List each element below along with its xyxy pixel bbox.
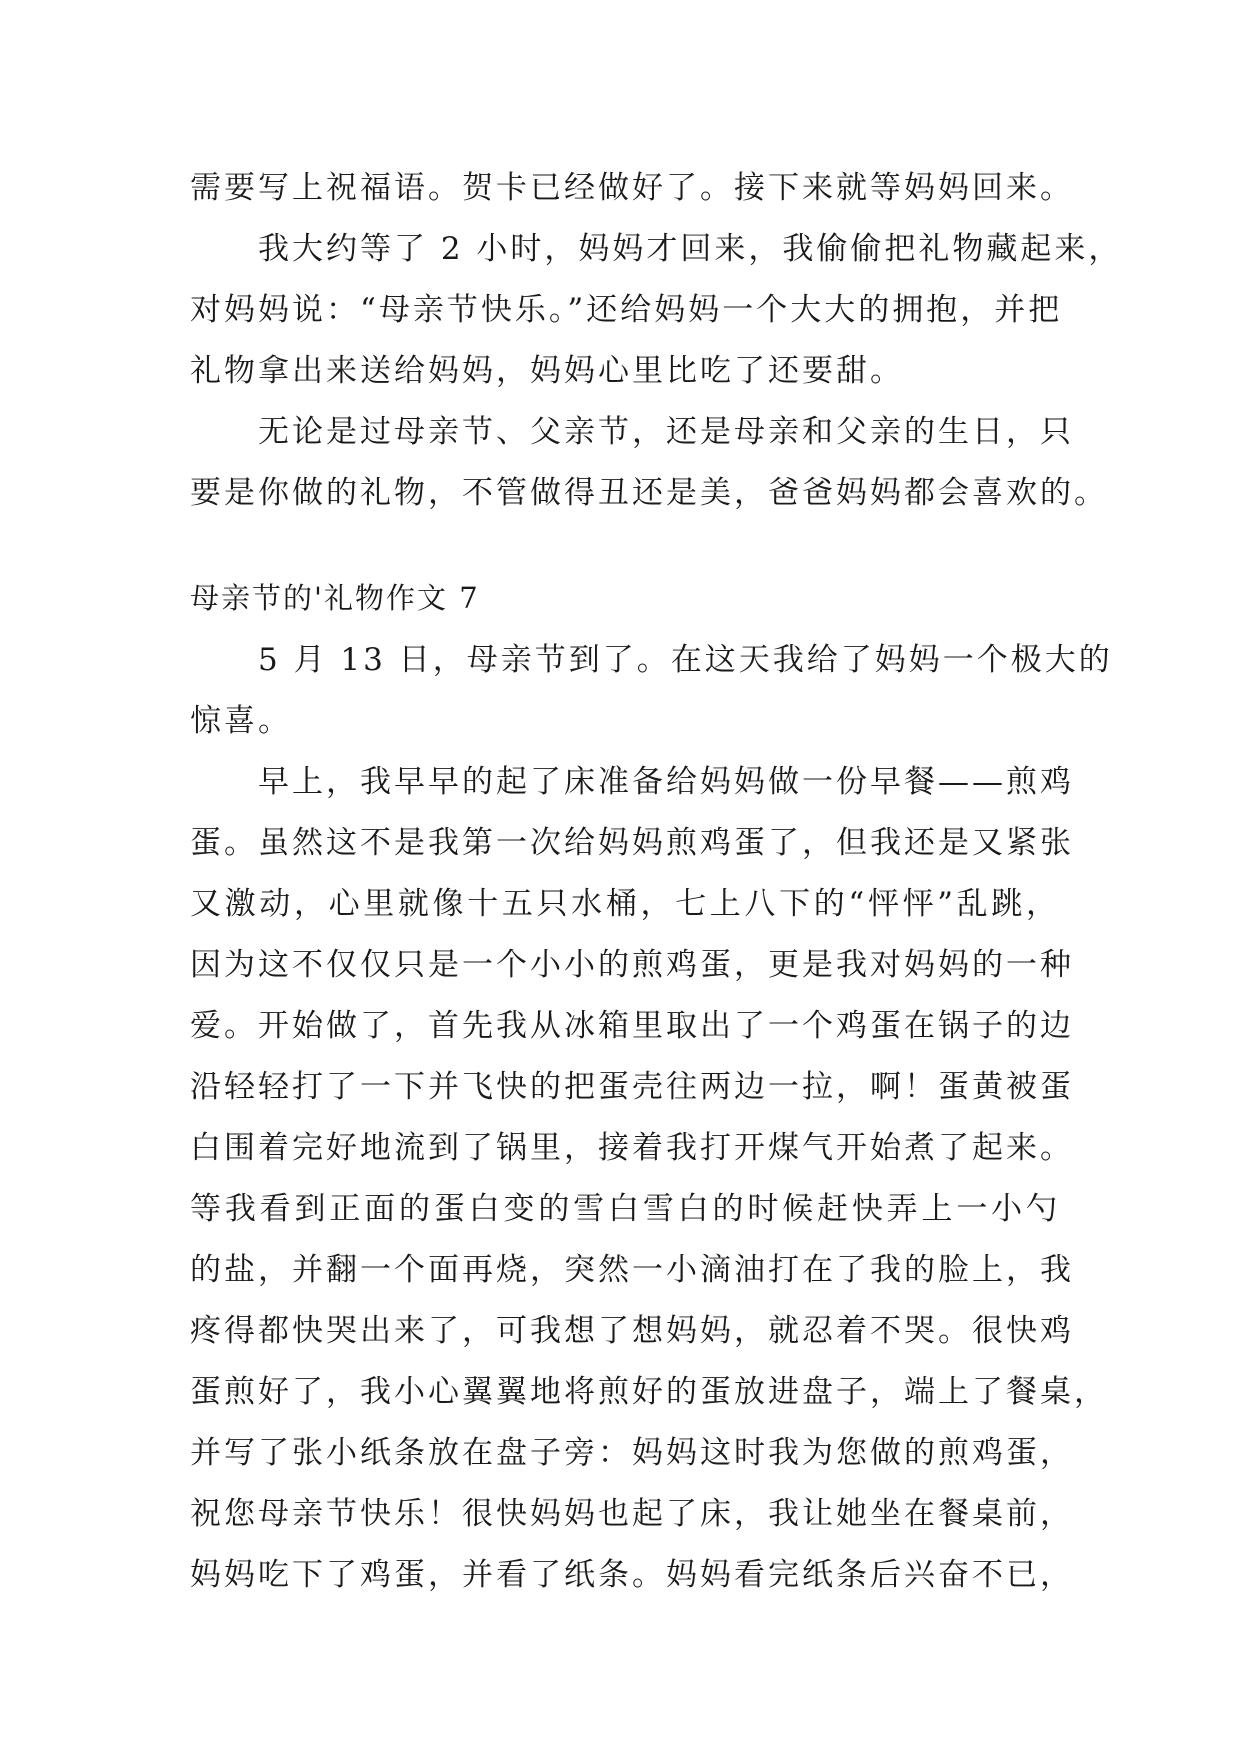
text-line: 的盐，并翻一个面再烧，突然一小滴油打在了我的脸上，我 [190, 1252, 1074, 1288]
text-line: 爱。开始做了，首先我从冰箱里取出了一个鸡蛋在锅子的边 [190, 1008, 1074, 1044]
text-line: 沿轻轻打了一下并飞快的把蛋壳往两边一拉，啊！蛋黄被蛋 [190, 1069, 1074, 1105]
text-line: 早上，我早早的起了床准备给妈妈做一份早餐——煎鸡 [258, 764, 1074, 800]
paragraph [190, 630, 1113, 752]
text-line: 礼物拿出来送给妈妈，妈妈心里比吃了还要甜。 [190, 353, 904, 389]
section-spacer [190, 524, 1060, 566]
section-heading: 母亲节的'礼物作文 7 [190, 581, 480, 615]
text-line: 对妈妈说：“母亲节快乐。”还给妈妈一个大大的拥抱，并把 [190, 292, 1063, 328]
text-line: 蛋煎好了，我小心翼翼地将煎好的蛋放进盘子，端上了餐桌， [190, 1374, 1108, 1410]
text-line: 无论是过母亲节、父亲节，还是母亲和父亲的生日，只 [258, 414, 1074, 450]
text-line: 因为这不仅仅只是一个小小的煎鸡蛋，更是我对妈妈的一种 [190, 947, 1074, 983]
text-line: 需要写上祝福语。贺卡已经做好了。接下来就等妈妈回来。 [190, 170, 1074, 206]
text-line: 又激动，心里就像十五只水桶，七上八下的“怦怦”乱跳， [190, 886, 1060, 922]
text-line: 并写了张小纸条放在盘子旁：妈妈这时我为您做的煎鸡蛋， [190, 1435, 1074, 1471]
text-line: 蛋。虽然这不是我第一次给妈妈煎鸡蛋了，但我还是又紧张 [190, 825, 1074, 861]
text-line: 等我看到正面的蛋白变的雪白雪白的时候赶快弄上一小勺 [190, 1191, 1060, 1227]
paragraph [190, 158, 1074, 219]
paragraph [190, 219, 1123, 402]
text-line: 妈妈吃下了鸡蛋，并看了纸条。妈妈看完纸条后兴奋不已， [190, 1557, 1074, 1593]
paragraph [190, 402, 1108, 524]
text-line: 5 月 13 日，母亲节到了。在这天我给了妈妈一个极大的 [258, 642, 1113, 678]
paragraph [190, 752, 1108, 1606]
essay-body [190, 158, 1123, 1606]
text-line: 疼得都快哭出来了，可我想了想妈妈，就忍着不哭。很快鸡 [190, 1313, 1074, 1349]
text-line: 祝您母亲节快乐！很快妈妈也起了床，我让她坐在餐桌前， [190, 1496, 1074, 1532]
text-line: 要是你做的礼物，不管做得丑还是美，爸爸妈妈都会喜欢的。 [190, 475, 1108, 511]
text-line: 我大约等了 2 小时，妈妈才回来，我偷偷把礼物藏起来， [258, 231, 1123, 267]
text-line: 惊喜。 [190, 703, 292, 739]
text-line: 白围着完好地流到了锅里，接着我打开煤气开始煮了起来。 [190, 1130, 1074, 1166]
